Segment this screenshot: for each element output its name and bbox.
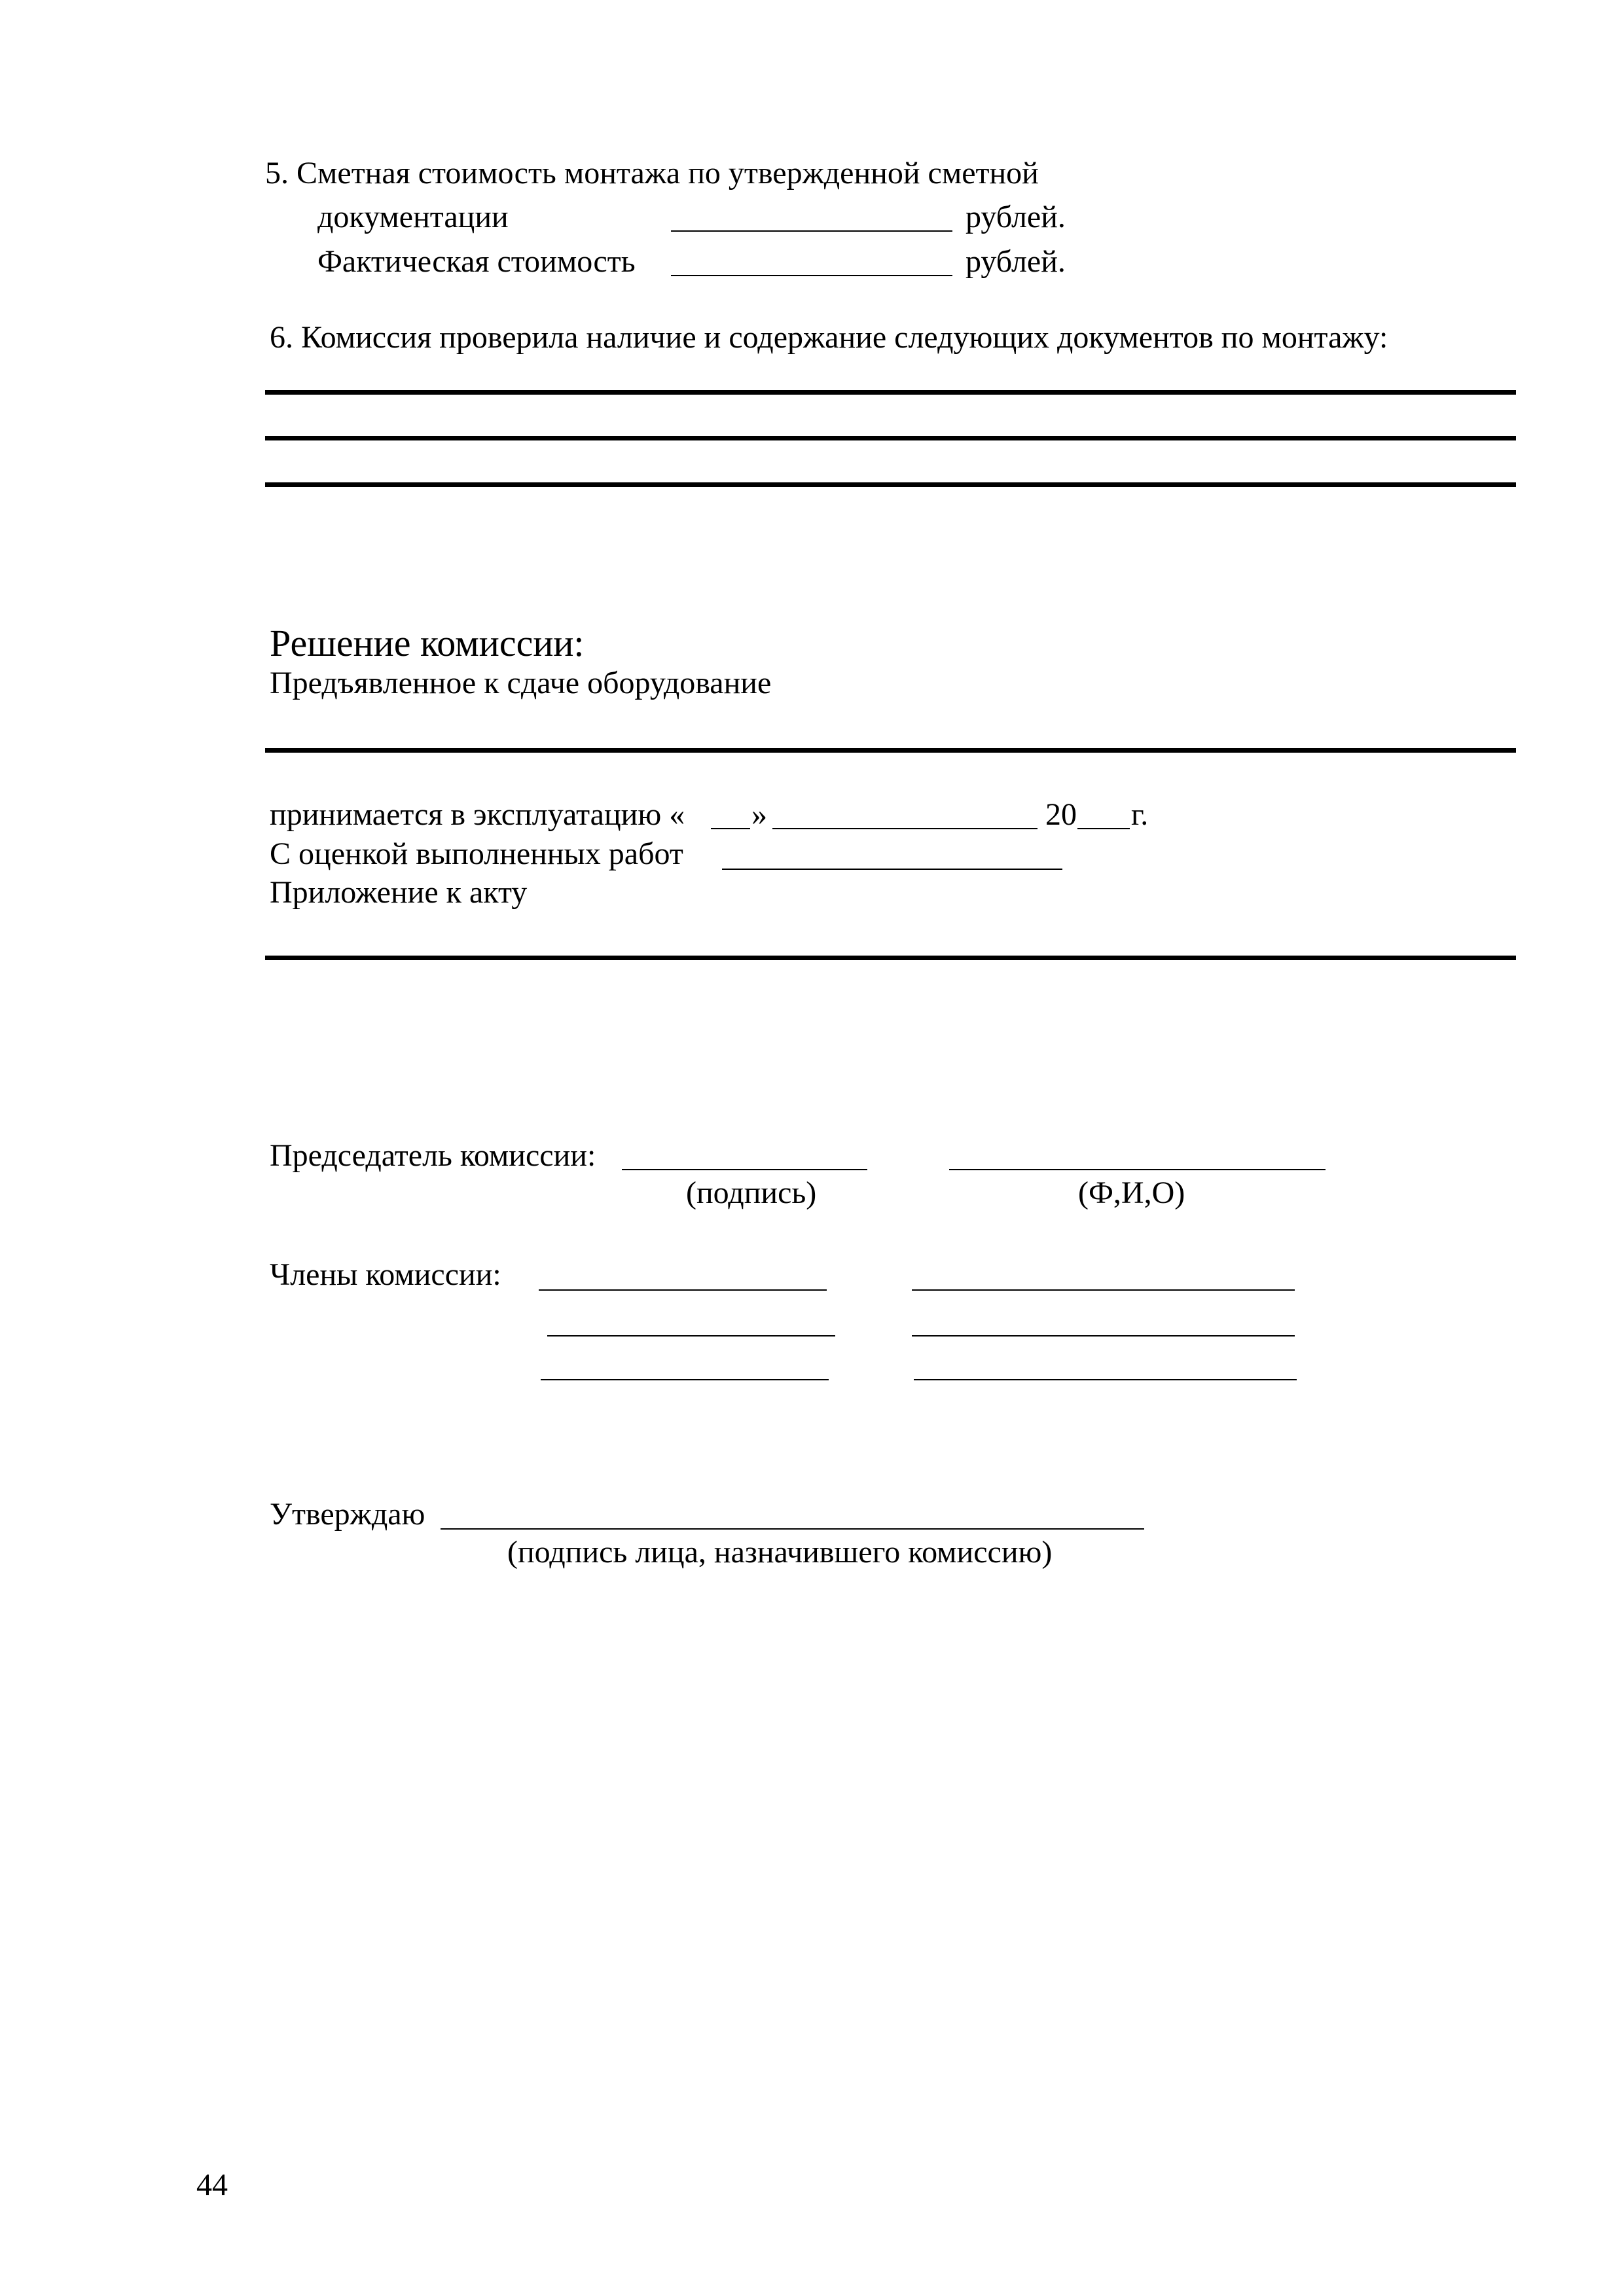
member-1-fio-field[interactable] [912, 1289, 1295, 1291]
estimate-cost-field[interactable] [671, 230, 952, 232]
signature-caption: (подпись) [686, 1175, 817, 1210]
documentation-label: документации [317, 200, 509, 234]
evaluation-label: С оценкой выполненных работ [270, 836, 683, 871]
approve-label: Утверждаю [270, 1497, 425, 1532]
accepted-prefix: принимается в эксплуатацию « [270, 797, 685, 832]
year-field[interactable] [1077, 828, 1130, 829]
page-number: 44 [196, 2168, 228, 2202]
year-suffix: г. [1131, 797, 1149, 832]
month-field[interactable] [772, 828, 1038, 829]
actual-cost-field[interactable] [671, 275, 952, 276]
decision-title: Решение комиссии: [270, 622, 585, 664]
actual-cost-label: Фактическая стоимость [317, 244, 636, 279]
chairman-signature-field[interactable] [622, 1169, 867, 1170]
documents-line-2[interactable] [265, 436, 1516, 440]
equipment-label: Предъявленное к сдаче оборудование [270, 666, 772, 700]
approver-signature-field[interactable] [441, 1528, 1144, 1530]
member-2-fio-field[interactable] [912, 1335, 1295, 1336]
approver-caption: (подпись лица, назначившего комиссию) [507, 1535, 1053, 1570]
estimate-cost-line: 5. Сметная стоимость монтажа по утвержденной сметной [265, 156, 1039, 190]
documents-line-3[interactable] [265, 482, 1516, 487]
documents-line-1[interactable] [265, 390, 1516, 395]
member-2-signature-field[interactable] [547, 1335, 835, 1336]
attachment-line[interactable] [265, 956, 1516, 960]
evaluation-field[interactable] [722, 869, 1062, 870]
rubles-unit-1: рублей. [965, 200, 1066, 234]
day-field[interactable] [711, 828, 750, 829]
members-label: Члены комиссии: [270, 1257, 501, 1292]
fio-caption: (Ф,И,О) [1078, 1175, 1185, 1210]
chairman-fio-field[interactable] [949, 1169, 1326, 1170]
equipment-line[interactable] [265, 748, 1516, 753]
attachment-label: Приложение к акту [270, 875, 528, 910]
accepted-quote-close: » [751, 797, 767, 832]
documents-check-text: 6. Комиссия проверила наличие и содержание следующих документов по монтажу: [270, 320, 1388, 355]
rubles-unit-2: рублей. [965, 244, 1066, 279]
chairman-label: Председатель комиссии: [270, 1138, 596, 1173]
member-3-signature-field[interactable] [541, 1379, 829, 1380]
member-1-signature-field[interactable] [539, 1289, 827, 1291]
member-3-fio-field[interactable] [914, 1379, 1297, 1380]
year-prefix: 20 [1045, 797, 1077, 832]
